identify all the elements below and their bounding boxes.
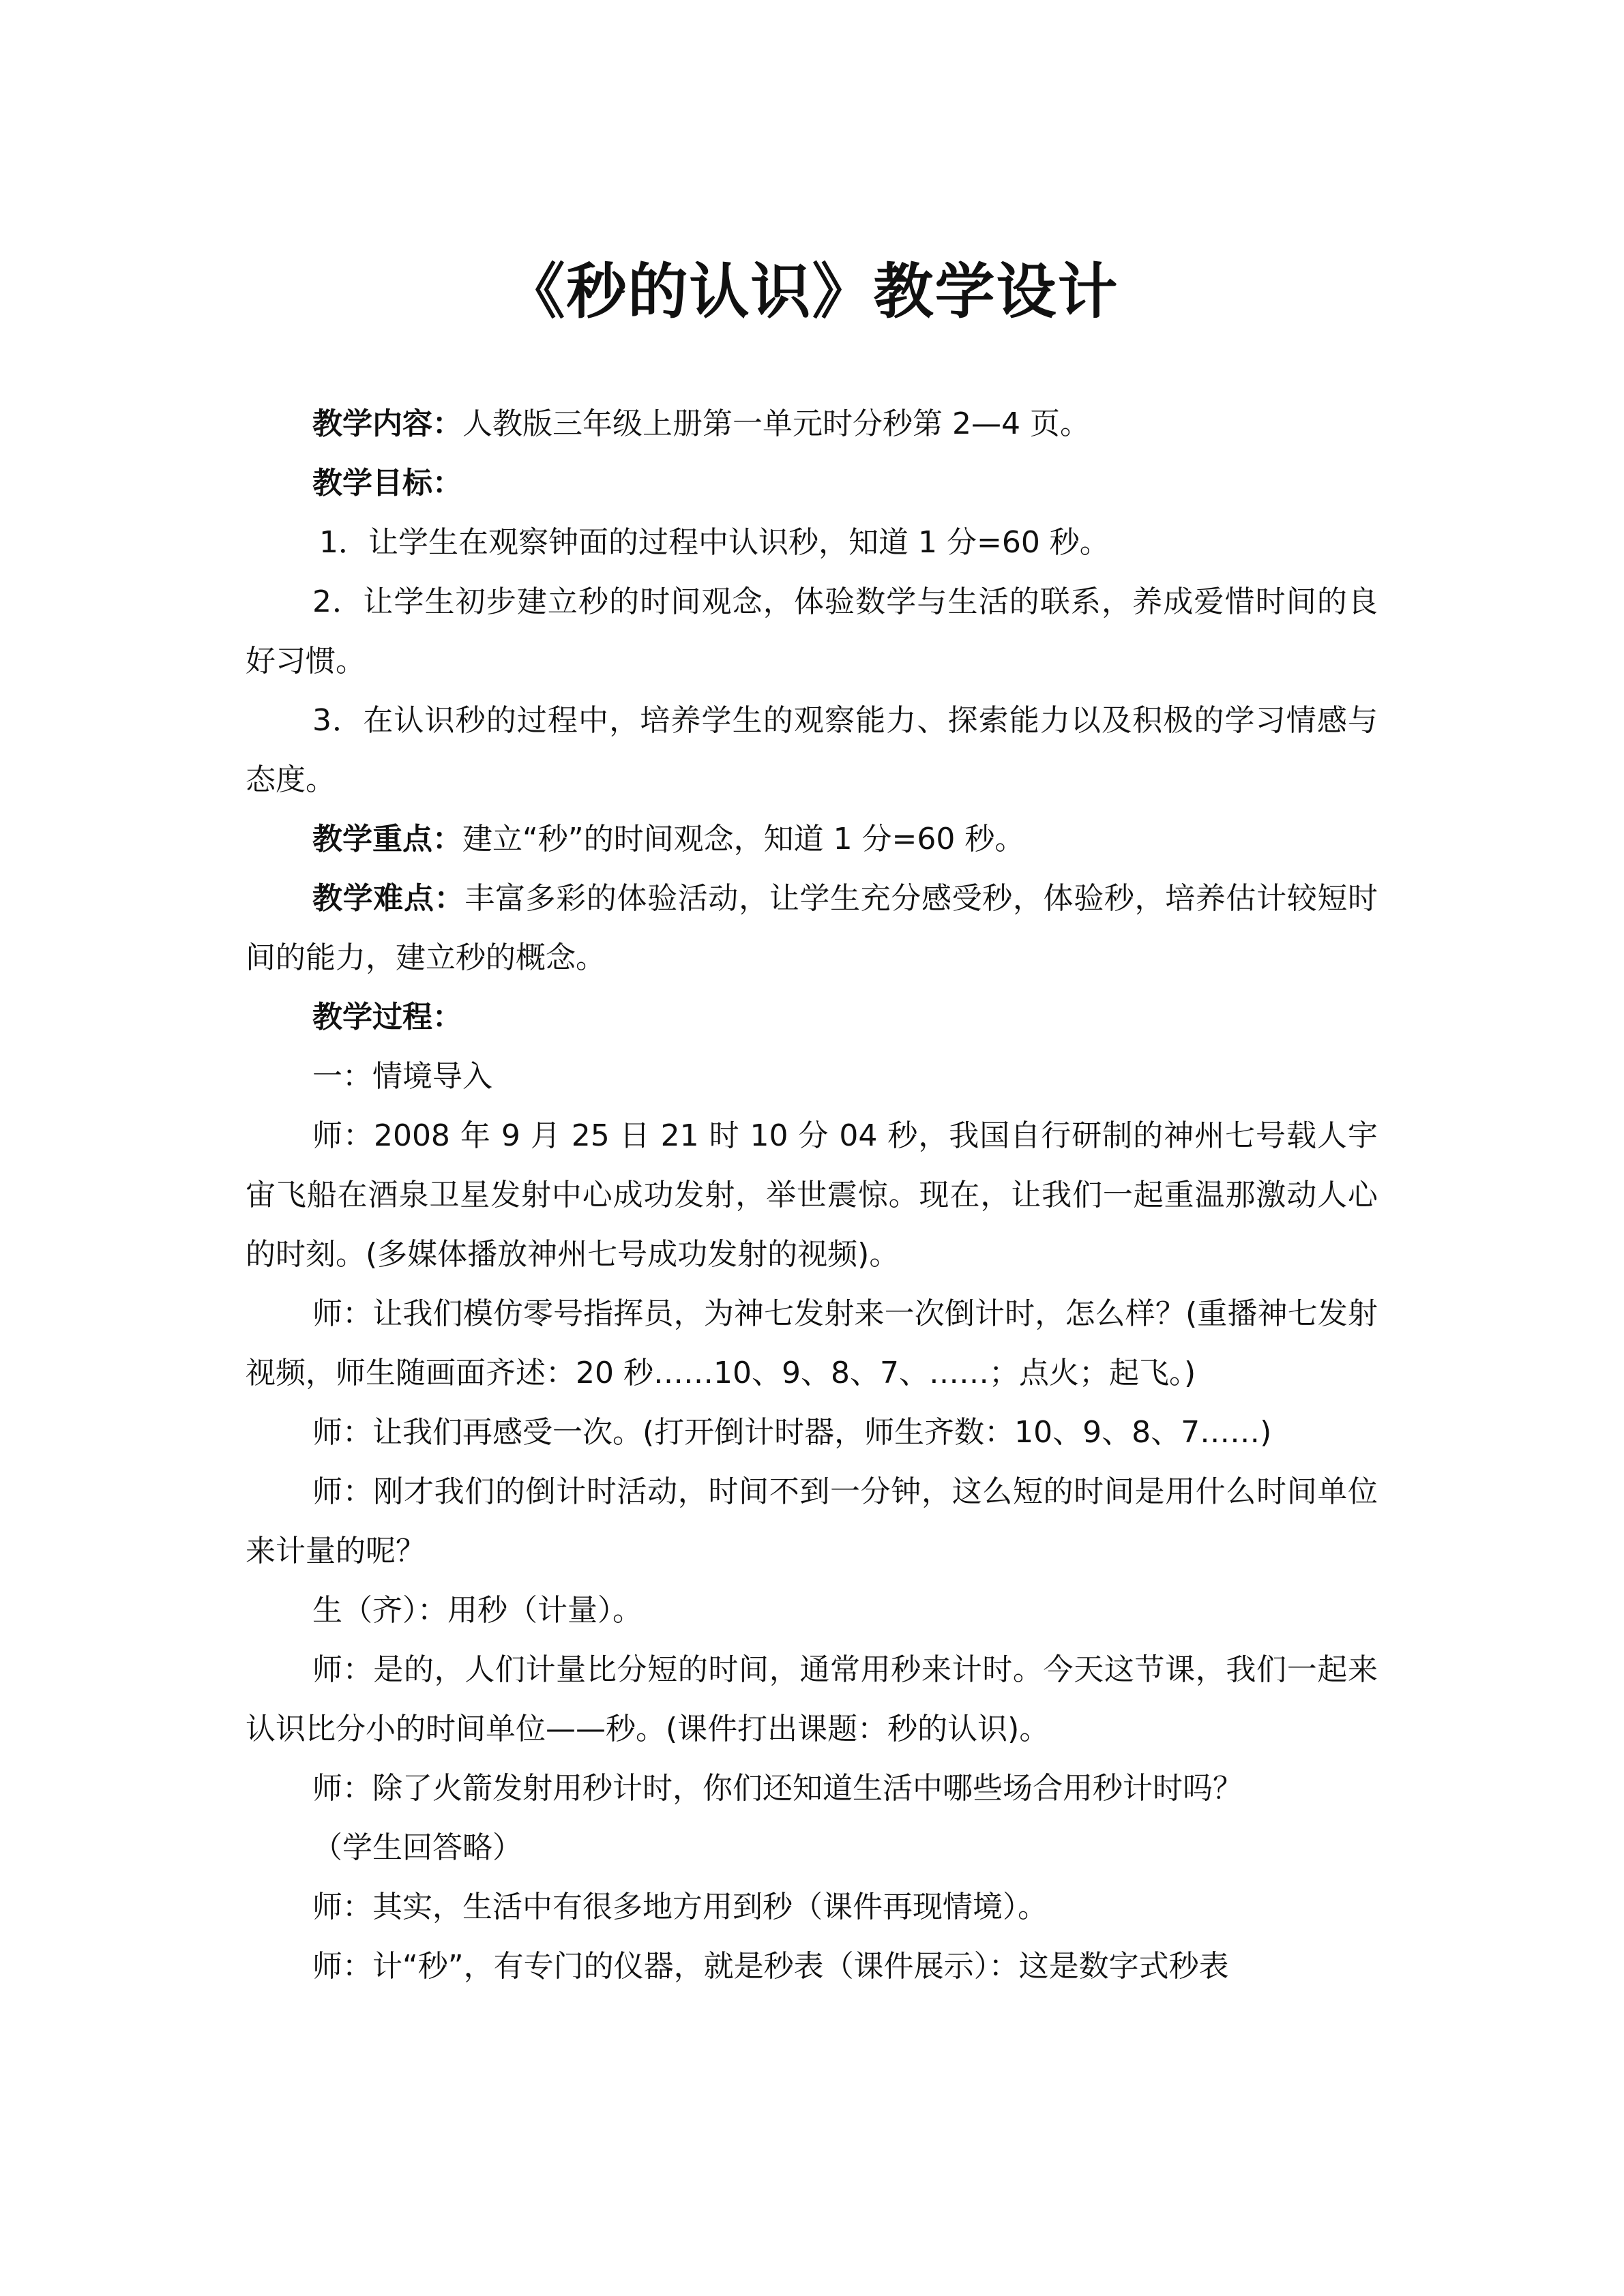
paragraph-teacher-5: 师：是的，人们计量比分短的时间，通常用秒来计时。今天这节课，我们一起来认识比分小的时间单位——秒。(课件打出课题：秒的认识)。 [246,1652,1378,1746]
label-key-point: 教学重点： [312,822,462,856]
document-body [246,394,1378,1996]
paragraph-teaching-content [246,394,1378,453]
paragraph-goal-2: 2．让学生初步建立秒的时间观念，体验数学与生活的联系，养成爱惜时间的良好习惯。 [246,584,1378,679]
document-title: 《秒的认识》教学设计 [505,256,1119,327]
paragraph-goal-3: 3．在认识秒的过程中，培养学生的观察能力、探索能力以及积极的学习情感与态度。 [246,703,1378,797]
label-teaching-content: 教学内容： [312,406,462,441]
paragraph-teacher-6: 师：除了火箭发射用秒计时，你们还知道生活中哪些场合用秒计时吗？ [312,1771,1243,1806]
paragraph-teacher-1: 师：2008 年 9 月 25 日 21 时 10 分 04 秒，我国自行研制的神州七号载人宇宙飞船在酒泉卫星发射中心成功发射，举世震惊。现在，让我们一起重温那激动人心的时刻。(多媒体播放神州七号成功发射的视频)。 [246,1118,1378,1272]
paragraph-key-point [246,809,1378,869]
paragraph-section-1: 一：情境导入 [312,1059,492,1094]
text-difficulty: 丰富多彩的体验活动，让学生充分感受秒，体验秒，培养估计较短时间的能力，建立秒的概念。 [246,881,1378,975]
label-teaching-goals: 教学目标： [312,466,462,501]
paragraph-teacher-7: 师：其实，生活中有很多地方用到秒（课件再现情境）。 [312,1890,1048,1924]
paragraph-student-1: 生（齐）：用秒（计量）。 [312,1593,643,1628]
text-key-point: 建立“秒”的时间观念，知道 1 分=60 秒。 [462,822,1025,856]
paragraph-teacher-4: 师：刚才我们的倒计时活动，时间不到一分钟，这么短的时间是用什么时间单位来计量的呢？ [246,1474,1378,1568]
text-teaching-content: 人教版三年级上册第一单元时分秒第 2—4 页。 [462,406,1090,441]
paragraph-difficulty [246,869,1378,987]
paragraph-process [246,987,1378,1047]
paragraph-goal-1: 1．让学生在观察钟面的过程中认识秒，知道 1 分=60 秒。 [319,525,1110,560]
paragraph-teacher-3: 师：让我们再感受一次。(打开倒计时器，师生齐数：10、9、8、7……) [312,1415,1272,1450]
paragraph-teacher-2: 师：让我们模仿零号指挥员，为神七发射来一次倒计时，怎么样？(重播神七发射视频，师生随画面齐述：20 秒……10、9、8、7、……；点火；起飞。) [246,1296,1378,1390]
label-difficulty: 教学难点： [312,881,465,916]
paragraph-teacher-8: 师：计“秒”，有专门的仪器，就是秒表（课件展示）：这是数字式秒表 [312,1949,1229,1984]
paragraph-teaching-goals [246,453,1378,513]
label-process: 教学过程： [312,1000,462,1034]
paragraph-student-answer: （学生回答略） [312,1830,522,1865]
